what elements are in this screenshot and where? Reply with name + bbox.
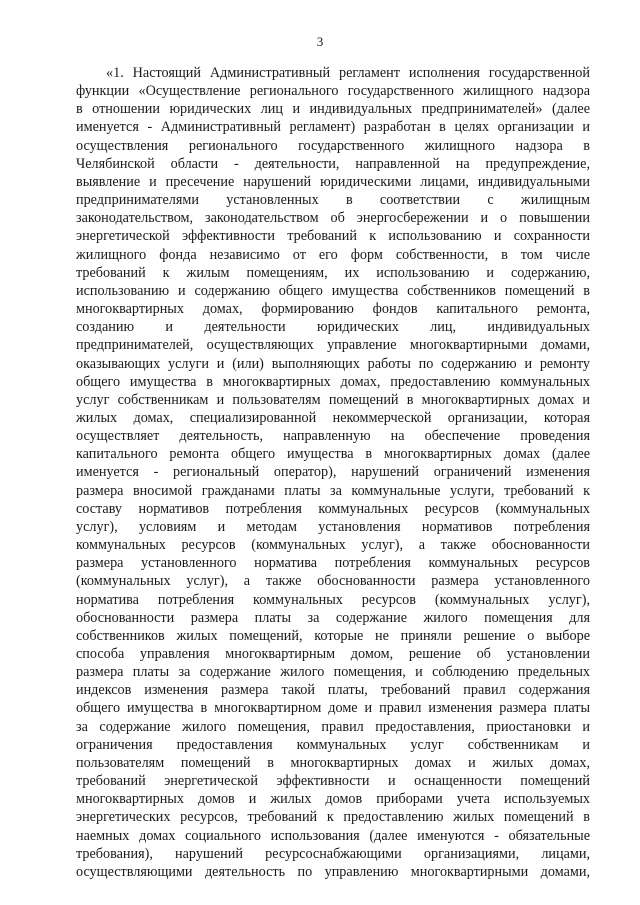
text-line: составу нормативов потребления коммунальных ресурсов (коммунальных bbox=[76, 500, 590, 517]
text-line: (коммунальных услуг), а также обоснованности размера установленного bbox=[76, 573, 590, 590]
text-line: осуществления регионального государственного жилищного надзора в bbox=[76, 137, 590, 154]
text-line: в отношении юридических лиц и индивидуальных предпринимателей» (далее bbox=[76, 101, 590, 118]
text-line: осуществляющими деятельность по управлению многоквартирными домами, bbox=[76, 863, 590, 880]
text-line: коммунальных ресурсов (коммунальных услуг), а также обоснованности bbox=[76, 537, 590, 554]
text-line: пользователям помещений в многоквартирных домах и жилых домах, bbox=[76, 754, 590, 771]
text-line: норматива потребления коммунальных ресурсов (коммунальных услуг), bbox=[76, 591, 590, 608]
text-line: размера вносимой гражданами платы за коммунальные услуги, требований к bbox=[76, 482, 590, 499]
text-line: предпринимателями установленных в соответствии с жилищным bbox=[76, 192, 590, 209]
text-line: способа управления многоквартирным домом, решение об установлении bbox=[76, 646, 590, 662]
text-line: именуется - региональный оператор), нарушений ограничений изменения bbox=[76, 464, 590, 481]
text-line: «1. Настоящий Административный регламент исполнения государственной bbox=[106, 65, 590, 81]
text-line: общего имущества в многоквартирном доме и правил изменения размера платы bbox=[76, 700, 590, 717]
text-line: требований энергетической эффективности и оснащенности помещений bbox=[76, 773, 590, 790]
text-line: осуществляет деятельность, направленную на обеспечение проведения bbox=[76, 428, 590, 445]
text-line: собственников жилых помещений, которые не приняли решение о выборе bbox=[76, 627, 590, 644]
text-line: Челябинской области - деятельности, направленной на предупреждение, bbox=[76, 155, 590, 172]
text-line: жилых домах, специализированной некоммерческой организации, которая bbox=[76, 409, 590, 426]
text-line: обоснованности размера платы за содержание жилого помещения для bbox=[76, 609, 590, 626]
text-line: требования), нарушений ресурсоснабжающими организациями, лицами, bbox=[76, 845, 590, 862]
text-line: функции «Осуществление регионального государственного жилищного надзора bbox=[76, 83, 590, 100]
text-line: многоквартирных домов и жилых домов приборами учета используемых bbox=[76, 791, 590, 808]
text-line: именуется - Административный регламент) разработан в целях организации и bbox=[76, 119, 590, 136]
text-line: выявление и пресечение нарушений юридическими лицами, индивидуальными bbox=[76, 173, 590, 190]
text-line: энергетической эффективности требований к использованию и сохранности bbox=[76, 228, 590, 245]
text-line: ограничения предоставления коммунальных услуг собственникам и bbox=[76, 736, 590, 753]
text-line: капитального ремонта общего имущества в многоквартирных домах (далее bbox=[76, 446, 590, 463]
text-line: требований к жилым помещениям, их использованию и содержанию, bbox=[76, 264, 590, 281]
text-line: размера платы за содержание жилого помещения, и соблюдению предельных bbox=[76, 664, 590, 681]
text-line: услуг собственникам и пользователям помещений в многоквартирных домах и bbox=[76, 391, 590, 408]
text-line: общего имущества в многоквартирных домах, предоставлению коммунальных bbox=[76, 373, 590, 390]
text-line: многоквартирных домах, формированию фондов капитального ремонта, bbox=[76, 301, 590, 318]
text-line: за содержание жилого помещения, правил предоставления, приостановки и bbox=[76, 718, 590, 735]
text-line: оказывающих услуги и (или) выполняющих работы по содержанию и ремонту bbox=[76, 355, 590, 372]
document-paragraph bbox=[76, 64, 590, 881]
text-line: использованию и содержанию общего имущества собственников помещений в bbox=[76, 282, 590, 299]
text-line: размера установленного норматива потребления коммунальных ресурсов bbox=[76, 555, 590, 572]
text-line: энергетических ресурсов, требований к предоставлению жилых помещений в bbox=[76, 809, 590, 826]
text-line: индексов изменения размера такой платы, требований правил содержания bbox=[76, 682, 590, 699]
text-line: услуг), условиям и методам установления нормативов потребления bbox=[76, 518, 590, 535]
text-line: наемных домах социального использования (далее именуются - обязательные bbox=[76, 827, 590, 844]
text-line: жилищного фонда независимо от его форм собственности, в том числе bbox=[76, 246, 590, 263]
text-line: предпринимателей, осуществляющих управление многоквартирными домами, bbox=[76, 337, 590, 354]
text-line: созданию и деятельности юридических лиц, индивидуальных bbox=[76, 319, 590, 336]
page-number: 3 bbox=[316, 34, 324, 49]
text-line: законодательством, законодательством об энергосбережении и о повышении bbox=[76, 210, 590, 227]
